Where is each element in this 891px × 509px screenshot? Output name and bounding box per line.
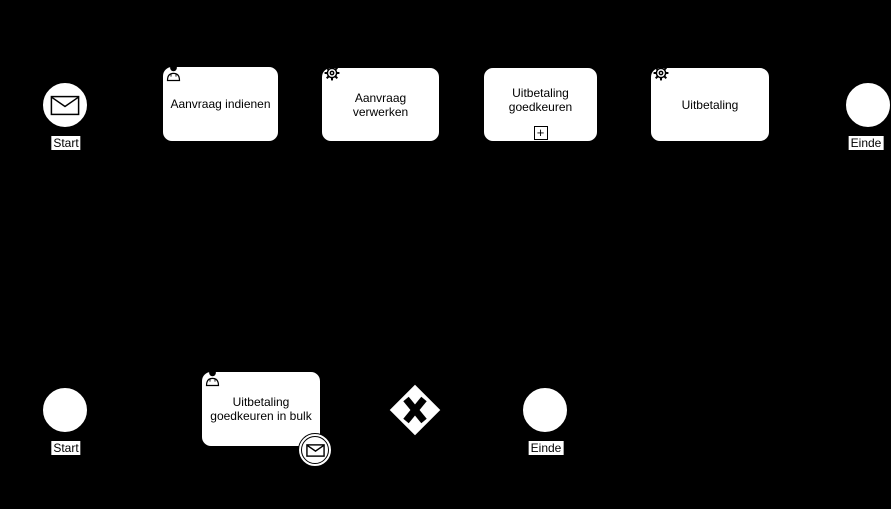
event-label: Start <box>53 441 79 455</box>
user-icon <box>204 368 221 387</box>
end-event[interactable] <box>522 387 568 433</box>
envelope-icon <box>306 444 325 457</box>
event-label: Einde <box>530 441 562 455</box>
task-label: Aanvraag verwerken <box>352 90 409 119</box>
task-uitbetaling[interactable] <box>650 67 770 142</box>
gear-icon <box>323 64 341 82</box>
task-aanvraag-indienen[interactable] <box>162 66 279 142</box>
task-uitbetaling-goedkeuren-in-bulk[interactable] <box>201 371 321 447</box>
task-label: Uitbetaling goedkeuren in bulk <box>210 395 312 423</box>
event-label: Einde <box>850 136 882 150</box>
gear-icon <box>652 64 670 82</box>
boundary-event-inner-ring <box>301 436 329 464</box>
plus-marker[interactable]: + <box>534 126 548 140</box>
user-icon <box>165 63 182 82</box>
event-label: Start <box>53 136 79 150</box>
start-event-message[interactable] <box>42 82 88 128</box>
boundary-event-message[interactable] <box>298 433 332 467</box>
task-label: Uitbetaling <box>681 97 739 112</box>
end-event[interactable] <box>845 82 891 128</box>
task-aanvraag-verwerken[interactable] <box>321 67 440 142</box>
subprocess-uitbetaling-goedkeuren[interactable] <box>483 67 598 142</box>
exclusive-gateway[interactable] <box>388 383 442 437</box>
start-event[interactable] <box>42 387 88 433</box>
envelope-icon <box>50 95 80 116</box>
task-label: Uitbetaling goedkeuren <box>508 85 573 114</box>
task-label: Aanvraag indienen <box>170 97 271 111</box>
